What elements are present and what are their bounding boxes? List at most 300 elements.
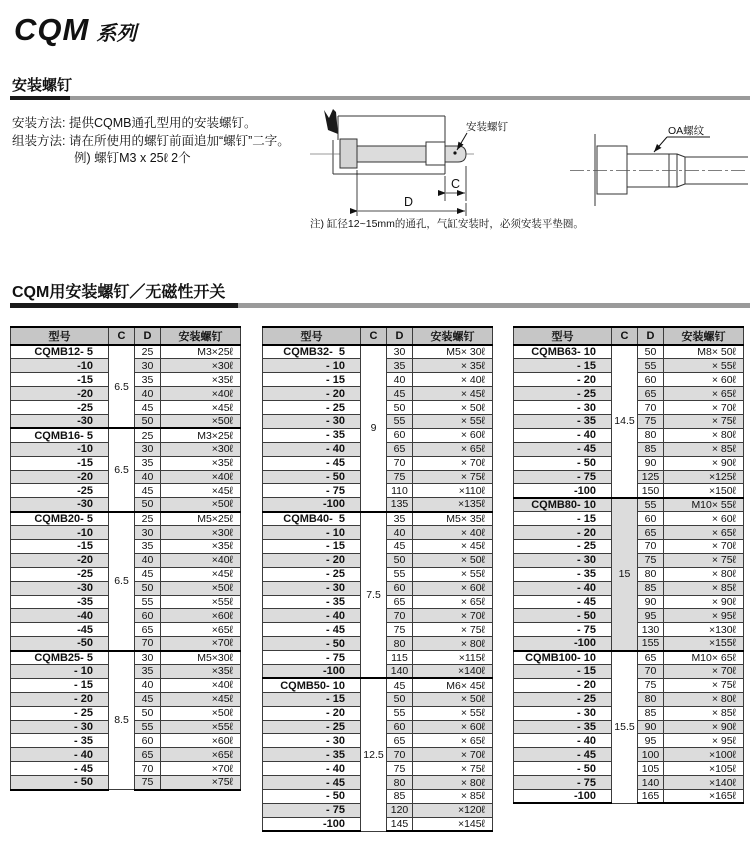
model-cell: - 15 [263,692,361,706]
model-cell: - 10 [263,359,361,373]
mounting-screw-cell: M5×30ℓ [161,651,241,665]
d-dimension-cell: 60 [387,720,413,734]
model-cell: - 30 [263,734,361,748]
screw-head [340,139,357,168]
model-cell: - 50 [11,776,109,790]
model-cell: -25 [11,567,109,581]
oa-thread-label: OA螺纹 [668,125,705,137]
model-cell: - 25 [514,539,612,553]
mounting-screw-cell: M6× 45ℓ [413,678,493,692]
mounting-screw-cell: ×105ℓ [664,762,744,776]
d-dimension-cell: 45 [387,539,413,553]
d-dimension-cell: 55 [387,567,413,581]
mounting-screw-cell: ×35ℓ [161,373,241,387]
col-header: D [135,327,161,345]
model-cell: CQMB12- 5 [11,345,109,359]
model-cell: CQMB20- 5 [11,512,109,526]
mounting-screw-cell: M5× 30ℓ [413,345,493,359]
d-dimension-cell: 85 [638,581,664,595]
mounting-screw-cell: × 60ℓ [664,512,744,526]
mounting-screw-cell: ×140ℓ [413,664,493,678]
d-dimension-cell: 80 [638,428,664,442]
d-dimension-cell: 65 [387,734,413,748]
model-cell: - 35 [263,595,361,609]
col-header: 型号 [11,327,109,345]
clamp-claw-shape [324,109,338,134]
d-dimension-cell: 75 [387,762,413,776]
mounting-screw-cell: × 75ℓ [413,470,493,484]
underline-dark-segment-2 [10,303,238,308]
page-title [14,12,136,48]
d-dimension-cell: 35 [135,664,161,678]
d-dimension-cell: 125 [638,470,664,484]
d-dimension-cell: 85 [638,706,664,720]
model-cell: - 15 [514,512,612,526]
c-dimension-cell: 14.5 [612,345,638,498]
mounting-screw-cell: × 50ℓ [413,401,493,415]
d-dimension-cell: 25 [135,345,161,359]
model-cell: CQMB100- 10 [514,651,612,665]
table-row [11,428,241,442]
screw-table-small-bores [10,326,240,791]
model-cell: - 40 [263,609,361,623]
mounting-screw-cell: ×35ℓ [161,539,241,553]
model-cell: - 25 [263,567,361,581]
oa-thread-view [570,134,748,206]
model-cell: - 15 [514,359,612,373]
d-dimension-cell: 25 [135,428,161,442]
mounting-screw-cell: × 80ℓ [413,637,493,651]
mounting-screw-cell: × 70ℓ [413,456,493,470]
mounting-screw-cell: × 90ℓ [664,720,744,734]
mounting-screw-cell: × 55ℓ [413,706,493,720]
d-dimension-cell: 65 [638,651,664,665]
d-dimension-cell: 95 [638,734,664,748]
d-dimension-cell: 115 [387,651,413,665]
model-cell: - 35 [514,414,612,428]
mounting-screw-cell: × 60ℓ [413,581,493,595]
table-header-row [263,327,493,345]
d-dimension-cell: 65 [387,595,413,609]
mounting-screw-cell: × 55ℓ [664,359,744,373]
model-cell: - 25 [263,401,361,415]
mounting-screw-cell: ×40ℓ [161,470,241,484]
d-dimension-cell: 65 [135,748,161,762]
mounting-screw-cell: M8× 50ℓ [664,345,744,359]
c-dimension-cell: 9 [361,345,387,512]
table-row [514,651,744,665]
mounting-screw-cell: × 70ℓ [413,609,493,623]
d-dimension-cell: 45 [135,401,161,415]
instruction-line-example: 例) 螺钉M3 x 25ℓ 2个 [74,151,191,165]
d-dimension-cell: 80 [387,637,413,651]
d-dimension-cell: 40 [135,387,161,401]
mounting-screw-cell: × 80ℓ [664,567,744,581]
mounting-screw-cell: × 55ℓ [413,414,493,428]
d-dimension-cell: 40 [387,373,413,387]
model-cell: - 45 [514,442,612,456]
mounting-screw-cell: × 70ℓ [664,401,744,415]
mounting-screw-cell: M10× 65ℓ [664,651,744,665]
col-header: C [612,327,638,345]
d-dimension-cell: 70 [135,637,161,651]
col-header: D [387,327,413,345]
d-dimension-cell: 60 [135,734,161,748]
mounting-screw-cell: ×75ℓ [161,776,241,790]
table-header-row [11,327,241,345]
model-cell: CQMB63- 10 [514,345,612,359]
model-cell: - 75 [514,470,612,484]
mounting-screw-cell: ×140ℓ [664,776,744,790]
mounting-screw-cell: ×165ℓ [664,790,744,804]
model-cell: - 45 [263,776,361,790]
mounting-screw-cell: ×110ℓ [413,484,493,498]
d-dimension-cell: 55 [135,595,161,609]
model-cell: CQMB32- 5 [263,345,361,359]
mounting-screw-cell: × 65ℓ [413,595,493,609]
mounting-screw-cell: ×100ℓ [664,748,744,762]
mounting-screw-cell: ×70ℓ [161,762,241,776]
model-cell: - 40 [263,762,361,776]
model-cell: - 20 [263,387,361,401]
model-cell: - 50 [514,762,612,776]
table-header-row [514,327,744,345]
model-cell: - 75 [263,484,361,498]
model-cell: -15 [11,373,109,387]
d-dimension-cell: 145 [387,817,413,831]
mounting-screw-cell: ×120ℓ [413,803,493,817]
model-cell: -25 [11,401,109,415]
mounting-screw-cell: ×60ℓ [161,609,241,623]
model-cell: -30 [11,581,109,595]
model-cell: -10 [11,359,109,373]
model-cell: - 40 [514,734,612,748]
model-cell: -35 [11,595,109,609]
model-cell: - 75 [263,803,361,817]
d-dimension-cell: 30 [387,345,413,359]
d-dimension-cell: 110 [387,484,413,498]
mounting-screw-cell: × 35ℓ [413,359,493,373]
model-cell: - 20 [514,373,612,387]
d-dimension-cell: 165 [638,790,664,804]
model-cell: - 15 [263,373,361,387]
model-cell: - 35 [263,748,361,762]
d-dimension-cell: 30 [135,442,161,456]
model-cell: - 75 [514,623,612,637]
screw-table-large-bores [513,326,743,804]
d-dimension-cell: 50 [135,706,161,720]
col-header: C [109,327,135,345]
model-cell: - 20 [263,553,361,567]
model-cell: - 35 [263,428,361,442]
d-dimension-cell: 70 [387,609,413,623]
mounting-screw-cell: ×130ℓ [664,623,744,637]
mounting-screw-cell: × 85ℓ [664,581,744,595]
c-dimension-cell: 8.5 [109,651,135,790]
d-dimension-cell: 100 [638,748,664,762]
mounting-screw-cell: × 40ℓ [413,526,493,540]
table-row [11,651,241,665]
model-cell: - 45 [11,762,109,776]
col-header: 安装螺钉 [413,327,493,345]
diagram-note: 注) 缸径12~15mm的通孔，气缸安装时，必须安装平垫圈。 [310,218,584,230]
model-cell: -100 [263,498,361,512]
mounting-screw-cell: × 65ℓ [664,526,744,540]
d-dimension-cell: 55 [638,498,664,512]
d-dimension-cell: 75 [387,470,413,484]
model-cell: -100 [263,817,361,831]
model-cell: - 25 [514,387,612,401]
d-dimension-cell: 90 [638,456,664,470]
model-cell: -100 [514,484,612,498]
model-cell: - 50 [263,470,361,484]
d-dimension-cell: 45 [135,484,161,498]
dim-d-label: D [404,195,414,209]
table-row [514,345,744,359]
d-dimension-cell: 140 [387,664,413,678]
mounting-screw-cell: × 70ℓ [413,748,493,762]
d-dimension-cell: 30 [135,526,161,540]
model-cell: -100 [263,664,361,678]
model-cell: - 30 [263,414,361,428]
mounting-screw-cell: M5× 35ℓ [413,512,493,526]
d-dimension-cell: 80 [387,776,413,790]
mounting-screw-cell: × 75ℓ [664,553,744,567]
model-cell: - 20 [514,526,612,540]
mounting-screw-cell: ×45ℓ [161,484,241,498]
section-header-mounting-screws: 安装螺钉 [12,77,73,94]
mounting-screw-cell: ×50ℓ [161,581,241,595]
model-cell: - 40 [514,581,612,595]
d-dimension-cell: 70 [638,539,664,553]
series-name: CQM [14,12,90,47]
col-header: 安装螺钉 [161,327,241,345]
mounting-screw-cell: × 65ℓ [413,734,493,748]
mounting-screw-cell: ×70ℓ [161,637,241,651]
model-cell: -10 [11,526,109,540]
col-header: 型号 [263,327,361,345]
model-cell: -20 [11,387,109,401]
d-dimension-cell: 120 [387,803,413,817]
mounting-screw-cell: ×40ℓ [161,553,241,567]
model-cell: - 30 [11,720,109,734]
underline-gray-segment [70,96,750,100]
body-boss [426,142,445,165]
d-dimension-cell: 60 [135,609,161,623]
model-cell: - 40 [514,428,612,442]
model-cell: -30 [11,498,109,512]
d-dimension-cell: 40 [135,553,161,567]
model-cell: -20 [11,470,109,484]
mounting-screw-cell: ×45ℓ [161,692,241,706]
d-dimension-cell: 55 [387,706,413,720]
d-dimension-cell: 70 [387,456,413,470]
model-cell: -100 [514,637,612,651]
model-cell: - 15 [263,539,361,553]
model-cell: - 35 [514,720,612,734]
d-dimension-cell: 40 [135,678,161,692]
mounting-screw-cell: × 60ℓ [664,373,744,387]
model-cell: - 50 [514,609,612,623]
d-dimension-cell: 70 [638,664,664,678]
d-dimension-cell: 65 [638,387,664,401]
d-dimension-cell: 50 [135,581,161,595]
model-cell: CQMB16- 5 [11,428,109,442]
instruction-line-assembly: 组装方法: 请在所使用的螺钉前面追加“螺钉”二字。 [12,133,290,148]
d-dimension-cell: 65 [387,442,413,456]
mounting-screw-cell: × 50ℓ [413,553,493,567]
d-dimension-cell: 30 [135,651,161,665]
mounting-screw-cell: ×125ℓ [664,470,744,484]
model-cell: -100 [514,790,612,804]
d-dimension-cell: 85 [387,790,413,804]
d-dimension-cell: 45 [135,567,161,581]
d-dimension-cell: 75 [638,678,664,692]
table-row [514,498,744,512]
d-dimension-cell: 35 [135,456,161,470]
d-dimension-cell: 140 [638,776,664,790]
c-dimension-cell: 6.5 [109,512,135,651]
d-dimension-cell: 155 [638,637,664,651]
model-cell: - 40 [11,748,109,762]
model-cell: - 30 [263,581,361,595]
mounting-screw-cell: ×65ℓ [161,748,241,762]
d-dimension-cell: 35 [135,373,161,387]
model-cell: - 10 [11,664,109,678]
series-suffix: 系列 [96,23,137,45]
d-dimension-cell: 75 [135,776,161,790]
mounting-screw-cell: × 60ℓ [413,428,493,442]
mounting-screw-cell: × 75ℓ [413,762,493,776]
model-cell: -15 [11,539,109,553]
model-cell: -40 [11,609,109,623]
model-cell: - 45 [263,456,361,470]
screw-section-view [310,109,474,174]
table-row [263,678,493,692]
mounting-screw-cell: ×150ℓ [664,484,744,498]
mounting-screw-cell: ×50ℓ [161,498,241,512]
model-cell: - 75 [514,776,612,790]
c-dimension-cell: 15 [612,498,638,651]
c-dimension-cell: 12.5 [361,678,387,831]
mounting-screw-cell: ×45ℓ [161,401,241,415]
mounting-screw-cell: × 70ℓ [664,664,744,678]
d-dimension-cell: 75 [387,623,413,637]
table-row [263,345,493,359]
model-cell: -15 [11,456,109,470]
d-dimension-cell: 40 [387,526,413,540]
d-dimension-cell: 50 [135,414,161,428]
section-header-screw-switch-table: CQM用安装螺钉／无磁性开关 [12,284,226,301]
model-cell: - 15 [11,678,109,692]
mounting-screw-cell: × 85ℓ [664,442,744,456]
col-header: C [361,327,387,345]
mounting-screw-cell: ×30ℓ [161,359,241,373]
mounting-screw-cell: × 40ℓ [413,373,493,387]
model-cell: - 30 [514,401,612,415]
underline-gray-segment-2 [238,303,750,308]
dim-c-label: C [451,177,461,191]
model-cell: - 30 [514,706,612,720]
d-dimension-cell: 50 [387,553,413,567]
model-cell: - 20 [263,706,361,720]
mounting-screw-cell: ×155ℓ [664,637,744,651]
d-dimension-cell: 50 [638,345,664,359]
d-dimension-cell: 90 [638,720,664,734]
d-dimension-cell: 35 [135,539,161,553]
c-dimension-cell: 15.5 [612,651,638,804]
mounting-screw-cell: × 90ℓ [664,456,744,470]
d-dimension-cell: 45 [387,387,413,401]
mounting-screw-cell: M3×25ℓ [161,345,241,359]
section-underline [10,96,750,100]
mounting-screw-cell: × 85ℓ [413,790,493,804]
d-dimension-cell: 55 [387,414,413,428]
d-dimension-cell: 25 [135,512,161,526]
model-cell: -45 [11,623,109,637]
table-row [11,345,241,359]
model-cell: - 30 [514,553,612,567]
d-dimension-cell: 35 [387,359,413,373]
d-dimension-cell: 70 [638,401,664,415]
model-cell: - 15 [514,664,612,678]
mounting-screw-cell: ×115ℓ [413,651,493,665]
mounting-screw-cell: × 80ℓ [413,776,493,790]
d-dimension-cell: 40 [135,470,161,484]
d-dimension-cell: 95 [638,609,664,623]
mounting-screw-cell: M5×25ℓ [161,512,241,526]
d-dimension-cell: 75 [638,553,664,567]
model-cell: - 50 [514,456,612,470]
model-cell: - 35 [11,734,109,748]
mounting-screw-cell: × 60ℓ [413,720,493,734]
section-underline-2 [10,303,750,308]
mounting-screw-cell: ×55ℓ [161,595,241,609]
mounting-screw-cell: ×35ℓ [161,456,241,470]
mounting-screw-cell: × 45ℓ [413,539,493,553]
model-cell: CQMB80- 10 [514,498,612,512]
mounting-screw-cell: × 70ℓ [664,539,744,553]
d-dimension-cell: 105 [638,762,664,776]
mounting-screw-cell: × 75ℓ [664,414,744,428]
mounting-screw-cell: ×60ℓ [161,734,241,748]
d-dimension-cell: 60 [638,512,664,526]
d-dimension-cell: 65 [135,623,161,637]
d-dimension-cell: 60 [387,581,413,595]
model-cell: - 45 [263,623,361,637]
d-dimension-cell: 45 [135,692,161,706]
mounting-screw-cell: ×50ℓ [161,414,241,428]
c-dimension-cell: 6.5 [109,428,135,511]
d-dimension-cell: 35 [387,512,413,526]
screw-callout-label: 安装螺钉 [466,121,508,133]
mounting-screw-cell: ×30ℓ [161,526,241,540]
mounting-screw-cell: ×145ℓ [413,817,493,831]
mounting-screw-cell: × 65ℓ [664,387,744,401]
mounting-screw-cell: × 65ℓ [413,442,493,456]
mounting-screw-cell: × 90ℓ [664,595,744,609]
c-dimension-cell: 7.5 [361,512,387,679]
mounting-screw-cell: × 50ℓ [413,692,493,706]
model-cell: - 45 [514,595,612,609]
d-dimension-cell: 60 [387,428,413,442]
d-dimension-cell: 45 [387,678,413,692]
model-cell: CQMB25- 5 [11,651,109,665]
mounting-screw-cell: ×50ℓ [161,706,241,720]
table-row [11,512,241,526]
model-cell: -20 [11,553,109,567]
mounting-screw-cell: ×30ℓ [161,442,241,456]
